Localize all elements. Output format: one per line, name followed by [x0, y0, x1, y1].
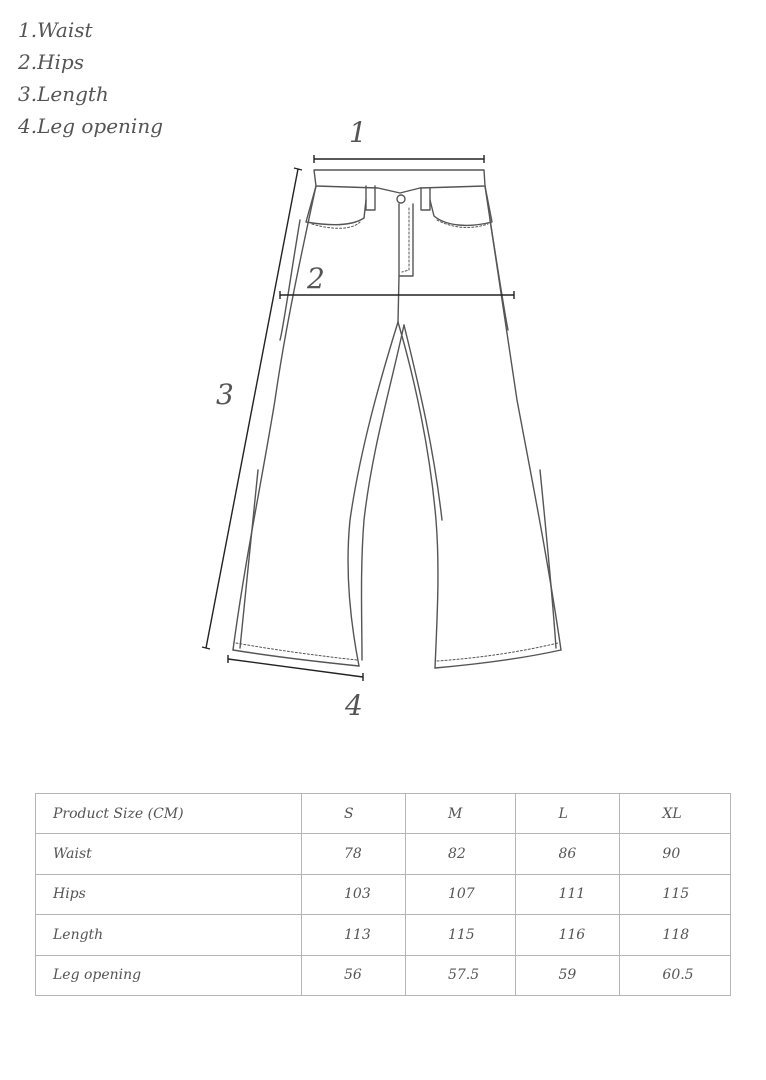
legend-item-length: 3.Length: [18, 82, 109, 106]
leg-right-side-seam: [540, 470, 556, 648]
marker-length: 3: [216, 378, 234, 411]
marker-waist: 1: [349, 116, 367, 149]
button-icon: [397, 195, 405, 203]
header-size-s: S: [302, 794, 406, 834]
row-label-length: Length: [36, 915, 302, 956]
cell-value: 60.5: [620, 955, 731, 996]
leg-opening-measure-line: [228, 659, 363, 677]
cell-value: 116: [516, 915, 620, 956]
row-label-hips: Hips: [36, 874, 302, 915]
cell-value: 115: [405, 915, 516, 956]
cell-value: 111: [516, 874, 620, 915]
pocket-right: [430, 186, 492, 225]
table-row: [36, 874, 731, 915]
cell-value: 86: [516, 834, 620, 875]
cell-value: 103: [302, 874, 406, 915]
cell-value: 59: [516, 955, 620, 996]
leg-left-side-seam: [240, 470, 258, 648]
waistband-outline: [314, 170, 485, 193]
cell-value: 56: [302, 955, 406, 996]
belt-loop-right: [421, 188, 430, 210]
header-size-xl: XL: [620, 794, 731, 834]
hem-right-stitch: [437, 643, 558, 661]
cell-value: 78: [302, 834, 406, 875]
leg-right-outer: [485, 186, 561, 650]
marker-hips: 2: [307, 262, 325, 295]
legend-item-leg-opening: 4.Leg opening: [18, 114, 163, 138]
cell-value: 82: [405, 834, 516, 875]
leg-left-outer: [233, 186, 316, 650]
cell-value: 57.5: [405, 955, 516, 996]
hem-right: [435, 650, 561, 668]
table-header-row: [36, 794, 731, 834]
leg-right-outer-seam: [490, 220, 508, 330]
legend-item-waist: 1.Waist: [18, 18, 93, 42]
size-chart-table: [35, 793, 731, 996]
row-label-leg-opening: Leg opening: [36, 955, 302, 996]
fly-stitch: [402, 208, 409, 272]
header-size-m: M: [405, 794, 516, 834]
cell-value: 115: [620, 874, 731, 915]
table-row: [36, 834, 731, 875]
marker-leg-opening: 4: [345, 689, 363, 722]
cell-value: 107: [405, 874, 516, 915]
header-size-l: L: [516, 794, 620, 834]
cell-value: 118: [620, 915, 731, 956]
inseam-left: [348, 322, 398, 666]
row-label-waist: Waist: [36, 834, 302, 875]
table-row: [36, 915, 731, 956]
fly-outline: [399, 204, 413, 276]
cell-value: 113: [302, 915, 406, 956]
crotch-seam: [398, 276, 399, 322]
leg-left-outer-seam: [280, 220, 300, 340]
belt-loop-left: [366, 186, 375, 210]
header-label: Product Size (CM): [36, 794, 302, 834]
inseam-right: [398, 322, 438, 668]
table-row: [36, 955, 731, 996]
legend-item-hips: 2.Hips: [18, 50, 84, 74]
hem-left-stitch: [236, 643, 357, 660]
cell-value: 90: [620, 834, 731, 875]
